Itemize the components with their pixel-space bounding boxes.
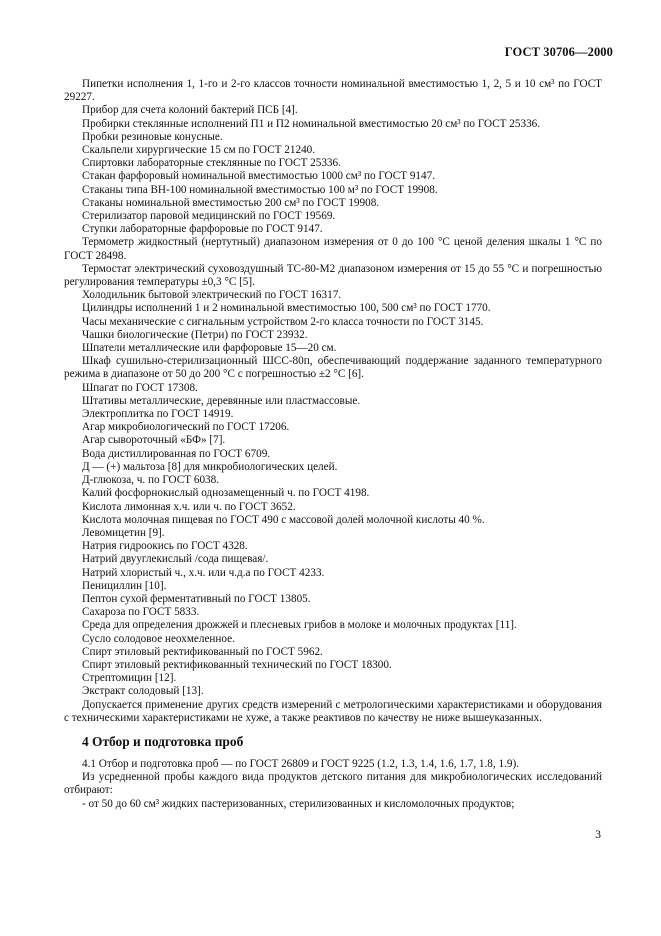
paragraph-20: Шпагат по ГОСТ 17308. <box>82 381 198 394</box>
paragraph-2: Прибор для счета колоний бактерий ПСБ [4]. <box>82 104 298 117</box>
section-body <box>64 758 602 811</box>
paragraph-7: Стакан фарфоровый номинальной вместимостью 1000 см³ по ГОСТ 9147. <box>82 170 436 183</box>
paragraph-38: Среда для определения дрожжей и плесневых грибов в молоке и молочных продуктах [11]. <box>82 619 517 632</box>
paragraph-5: Скальпели хирургические 15 см по ГОСТ 21240. <box>82 144 316 157</box>
paragraph-17: Чашки биологические (Петри) по ГОСТ 23932. <box>82 328 308 341</box>
paragraph-35: Пенициллин [10]. <box>82 579 167 592</box>
paragraph-1: Пипетки исполнения 1, 1-го и 2-го классов точности номинальной вместимостью 1, 2, 5 и 10 см³ по ГОСТ 29227. <box>64 78 602 104</box>
paragraph-19: Шкаф сушильно-стерилизационный ШСС-80п, обеспечивающий поддержание заданного температурного режима в диапазоне от 50 до 200 °С с погрешностью ±2 °С [6]. <box>64 355 602 381</box>
paragraph-43: Экстракт солодовый [13]. <box>82 685 204 698</box>
paragraph-44: Допускается применение других средств измерений с метрологическими характеристиками и оборудования с техническими характеристиками не хуже, а также реактивов по качеству не ниже вышеуказанных. <box>64 698 602 724</box>
section-paragraph-3: - от 50 до 60 см³ жидких пастеризованных, стерилизованных и кисломолочных продуктов; <box>82 797 515 810</box>
paragraph-29: Кислота лимонная х.ч. или ч. по ГОСТ 3652. <box>82 500 296 513</box>
paragraph-39: Сусло солодовое неохмеленное. <box>82 632 235 645</box>
paragraph-11: Ступки лабораторные фарфоровые по ГОСТ 9147. <box>82 223 323 236</box>
section-heading: 4 Отбор и подготовка проб <box>82 733 244 749</box>
equipment-list <box>64 78 602 725</box>
paragraph-31: Левомицетин [9]. <box>82 526 165 539</box>
paragraph-26: Д — (+) мальтоза [8] для микробиологических целей. <box>82 460 338 473</box>
paragraph-9: Стаканы номинальной вместимостью 200 см³ по ГОСТ 19908. <box>82 196 380 209</box>
paragraph-4: Пробки резиновые конусные. <box>82 130 223 143</box>
paragraph-33: Натрий двууглекислый /сода пищевая/. <box>82 553 269 566</box>
paragraph-6: Спиртовки лабораторные стеклянные по ГОСТ 25336. <box>82 157 341 170</box>
paragraph-15: Цилиндры исполнений 1 и 2 номинальной вместимостью 100, 500 см³ по ГОСТ 1770. <box>82 302 491 315</box>
paragraph-22: Электроплитка по ГОСТ 14919. <box>82 408 234 421</box>
paragraph-25: Вода дистиллированная по ГОСТ 6709. <box>82 447 271 460</box>
paragraph-12: Термометр жидкостный (нертутный) диапазоном измерения от 0 до 100 °С ценой деления шкалы 1 °С по ГОСТ 28498. <box>64 236 602 262</box>
page-body <box>64 78 602 811</box>
paragraph-24: Агар сывороточный «БФ» [7]. <box>82 434 226 447</box>
paragraph-18: Шпатели металлические или фарфоровые 15—20 см. <box>82 342 337 355</box>
paragraph-42: Стрептомицин [12]. <box>82 672 177 685</box>
section-paragraph-2: Из усредненной пробы каждого вида продуктов детского питания для микробиологических исследований отбирают: <box>64 771 602 797</box>
paragraph-16: Часы механические с сигнальным устройством 2-го класса точности по ГОСТ 3145. <box>82 315 484 328</box>
paragraph-13: Термостат электрический суховоздушный ТС-80-М2 диапазоном измерения от 15 до 55 °С и погрешностью регулирования температуры ±0,3 °С [5]. <box>64 262 602 289</box>
paragraph-34: Натрий хлористый ч., х.ч. или ч.д.а по ГОСТ 4233. <box>82 566 325 579</box>
paragraph-28: Калий фосфорнокислый однозамещенный ч. по ГОСТ 4198. <box>82 487 370 500</box>
section-paragraph-1: 4.1 Отбор и подготовка проб — по ГОСТ 26809 и ГОСТ 9225 (1.2, 1.3, 1.4, 1.6, 1.7, 1.8, 1.9). <box>82 757 520 770</box>
paragraph-10: Стерилизатор паровой медицинский по ГОСТ 19569. <box>82 210 336 223</box>
paragraph-37: Сахароза по ГОСТ 5833. <box>82 606 200 619</box>
paragraph-14: Холодильник бытовой электрический по ГОСТ 16317. <box>82 289 342 302</box>
page-number: 3 <box>595 829 601 841</box>
paragraph-30: Кислота молочная пищевая по ГОСТ 490 с массовой долей молочной кислоты 40 %. <box>82 513 485 526</box>
paragraph-27: Д-глюкоза, ч. по ГОСТ 6038. <box>82 474 220 487</box>
paragraph-8: Стаканы типа ВН-100 номинальной вместимостью 100 м³ по ГОСТ 19908. <box>82 183 438 196</box>
paragraph-21: Штативы металлические, деревянные или пластмассовые. <box>82 394 361 407</box>
paragraph-23: Агар микробиологический по ГОСТ 17206. <box>82 421 290 434</box>
paragraph-3: Пробирки стеклянные исполнений П1 и П2 номинальной вместимостью 20 см³ по ГОСТ 25336. <box>82 117 541 130</box>
paragraph-36: Пептон сухой ферментативный по ГОСТ 13805. <box>82 592 311 605</box>
paragraph-40: Спирт этиловый ректификованный по ГОСТ 5962. <box>82 645 323 658</box>
paragraph-41: Спирт этиловый ректификованный технический по ГОСТ 18300. <box>82 658 392 671</box>
paragraph-32: Натрия гидроокись по ГОСТ 4328. <box>82 540 248 553</box>
document-code-header: ГОСТ 30706—2000 <box>504 45 613 59</box>
